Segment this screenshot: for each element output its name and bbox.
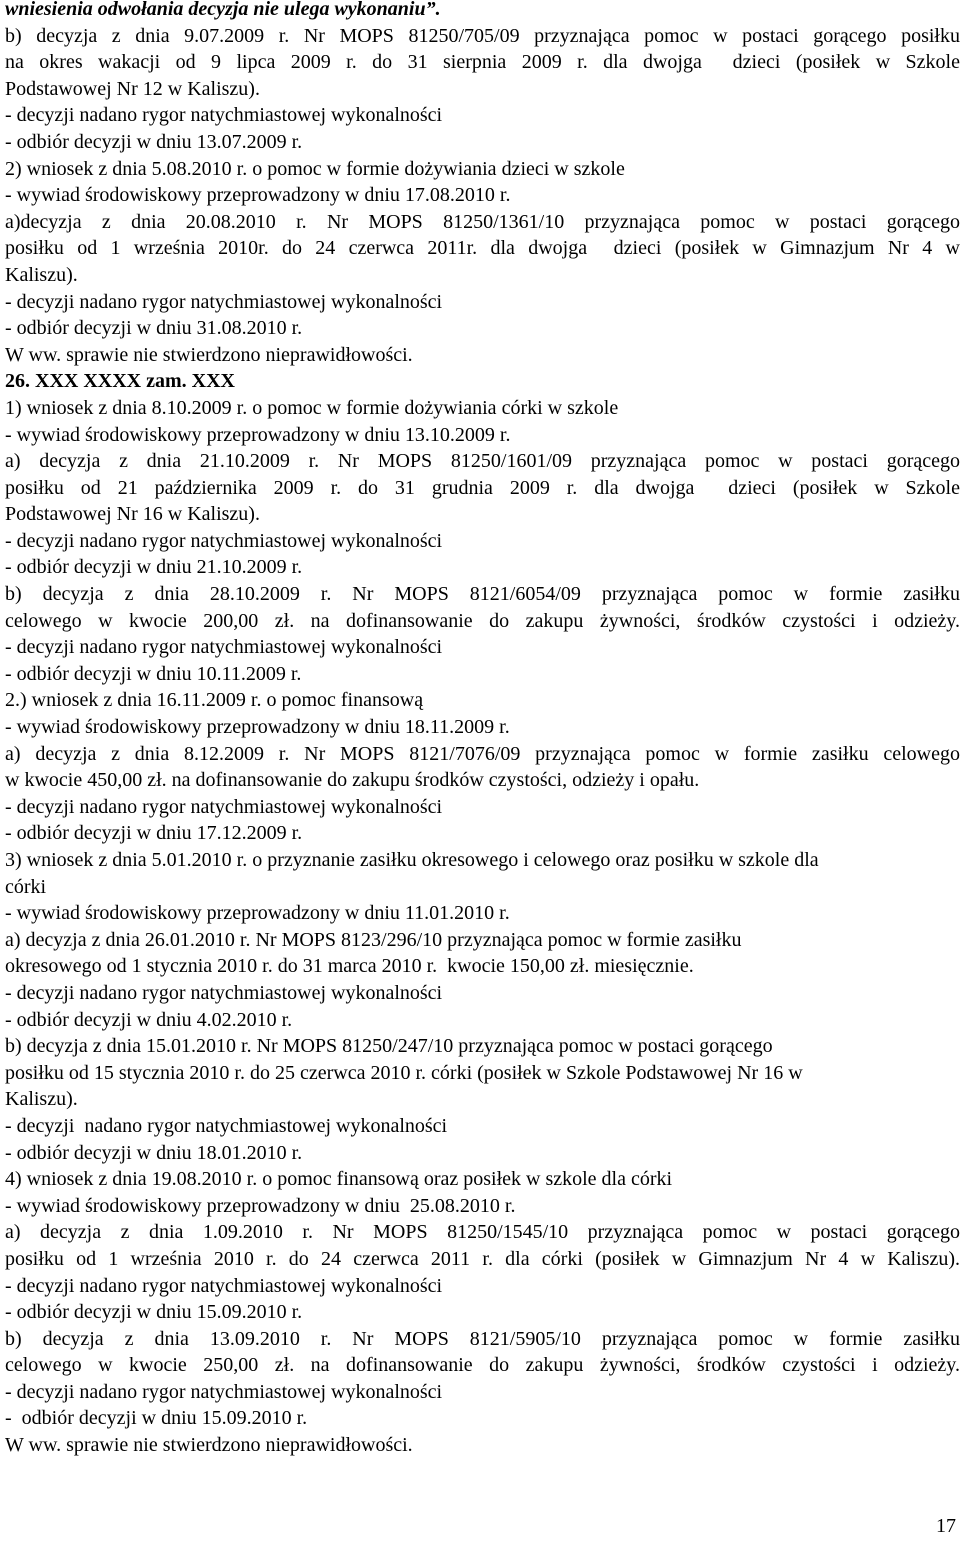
text-line: W ww. sprawie nie stwierdzono nieprawidłowości. xyxy=(5,1434,413,1457)
text-line: - decyzji nadano rygor natychmiastowej wykonalności xyxy=(5,1274,443,1297)
text-line: - odbiór decyzji w dniu 15.09.2010 r. xyxy=(5,1407,308,1430)
text-line: Kaliszu). xyxy=(5,263,78,286)
text-line: - wywiad środowiskowy przeprowadzony w dniu 25.08.2010 r. xyxy=(5,1194,516,1217)
text-line: - odbiór decyzji w dniu 17.12.2009 r. xyxy=(5,822,303,845)
text-line: okresowego od 1 stycznia 2010 r. do 31 marca 2010 r. kwocie 150,00 zł. miesięcznie. xyxy=(5,955,694,978)
text-line: - decyzji nadano rygor natychmiastowej wykonalności xyxy=(5,636,443,659)
text-line: - wywiad środowiskowy przeprowadzony w dniu 11.01.2010 r. xyxy=(5,902,510,925)
text-line: - odbiór decyzji w dniu 15.09.2010 r. xyxy=(5,1301,303,1324)
text-line: a) decyzja z dnia 26.01.2010 r. Nr MOPS 8123/296/10 przyznająca pomoc w formie zasiłku xyxy=(5,928,742,951)
text-line: b) decyzja z dnia 28.10.2009 r. Nr MOPS 8121/6054/09 przyznająca pomoc w formie zasiłku xyxy=(5,583,960,606)
page-number: 17 xyxy=(936,1515,956,1537)
text-line: 1) wniosek z dnia 8.10.2009 r. o pomoc w formie dożywiania córki w szkole xyxy=(5,396,619,419)
text-line: celowego w kwocie 200,00 zł. na dofinansowanie do zakupu żywności, środków czystości i odzieży. xyxy=(5,609,960,632)
text-line: w kwocie 450,00 zł. na dofinansowanie do zakupu środków czystości, odzieży i opału. xyxy=(5,769,700,792)
text-line: - decyzji nadano rygor natychmiastowej wykonalności xyxy=(5,104,443,127)
text-line: Podstawowej Nr 12 w Kaliszu). xyxy=(5,77,260,100)
text-line: b) decyzja z dnia 9.07.2009 r. Nr MOPS 81250/705/09 przyznająca pomoc w postaci gorącego posiłku xyxy=(5,24,960,47)
text-line: wniesienia odwołania decyzja nie ulega wykonaniu”. xyxy=(5,0,441,20)
text-line: W ww. sprawie nie stwierdzono nieprawidłowości. xyxy=(5,343,413,366)
text-line: - decyzji nadano rygor natychmiastowej wykonalności xyxy=(5,290,443,313)
text-line: 3) wniosek z dnia 5.01.2010 r. o przyznanie zasiłku okresowego i celowego oraz posiłku w szkole dla xyxy=(5,849,819,871)
text-line: - odbiór decyzji w dniu 10.11.2009 r. xyxy=(5,662,302,685)
text-line: 2.) wniosek z dnia 16.11.2009 r. o pomoc finansową xyxy=(5,689,424,712)
text-line: - decyzji nadano rygor natychmiastowej wykonalności xyxy=(5,795,443,818)
text-line: posiłku od 15 stycznia 2010 r. do 25 czerwca 2010 r. córki (posiłek w Szkole Podstawowej Nr 16 w xyxy=(5,1061,803,1084)
text-line: - wywiad środowiskowy przeprowadzony w dniu 17.08.2010 r. xyxy=(5,184,511,207)
text-line: a)decyzja z dnia 20.08.2010 r. Nr MOPS 81250/1361/10 przyznająca pomoc w postaci gorącego xyxy=(5,210,960,233)
text-line: córki xyxy=(5,875,47,898)
text-line: celowego w kwocie 250,00 zł. na dofinansowanie do zakupu żywności, środków czystości i odzieży. xyxy=(5,1354,960,1377)
text-line: a) decyzja z dnia 8.12.2009 r. Nr MOPS 8121/7076/09 przyznająca pomoc w formie zasiłku celowego xyxy=(5,742,960,765)
text-line: - decyzji nadano rygor natychmiastowej wykonalności xyxy=(5,529,443,552)
text-line: a) decyzja z dnia 21.10.2009 r. Nr MOPS 81250/1601/09 przyznająca pomoc w postaci gorącego xyxy=(5,450,960,473)
text-line: - odbiór decyzji w dniu 18.01.2010 r. xyxy=(5,1141,303,1164)
text-line: - wywiad środowiskowy przeprowadzony w dniu 18.11.2009 r. xyxy=(5,716,510,739)
text-line: - odbiór decyzji w dniu 4.02.2010 r. xyxy=(5,1008,293,1031)
text-line: - decyzji nadano rygor natychmiastowej wykonalności xyxy=(5,1114,448,1137)
text-line: - odbiór decyzji w dniu 13.07.2009 r. xyxy=(5,130,303,153)
text-line: - decyzji nadano rygor natychmiastowej wykonalności xyxy=(5,981,443,1004)
text-line: 26. XXX XXXX zam. XXX xyxy=(5,370,235,393)
text-line: b) decyzja z dnia 13.09.2010 r. Nr MOPS 8121/5905/10 przyznająca pomoc w formie zasiłku xyxy=(5,1327,960,1350)
text-line: Kaliszu). xyxy=(5,1088,78,1111)
document-body xyxy=(5,0,960,1459)
text-line: 4) wniosek z dnia 19.08.2010 r. o pomoc finansową oraz posiłek w szkole dla córki xyxy=(5,1168,673,1191)
text-line: posiłku od 21 października 2009 r. do 31 grudnia 2009 r. dla dwojga dzieci (posiłek w Szkole xyxy=(5,476,960,499)
text-line: na okres wakacji od 9 lipca 2009 r. do 31 sierpnia 2009 r. dla dwojga dzieci (posiłek w Szkole xyxy=(5,51,960,74)
text-line: posiłku od 1 września 2010 r. do 24 czerwca 2011 r. dla córki (posiłek w Gimnazjum Nr 4 w Kaliszu). xyxy=(5,1247,960,1270)
text-line: posiłku od 1 września 2010r. do 24 czerwca 2011r. dla dwojga dzieci (posiłek w Gimnazjum Nr 4 w xyxy=(5,237,960,260)
text-line: - odbiór decyzji w dniu 21.10.2009 r. xyxy=(5,556,303,579)
text-line: 2) wniosek z dnia 5.08.2010 r. o pomoc w formie dożywiania dzieci w szkole xyxy=(5,157,625,180)
text-line: - wywiad środowiskowy przeprowadzony w dniu 13.10.2009 r. xyxy=(5,423,511,446)
text-line: a) decyzja z dnia 1.09.2010 r. Nr MOPS 81250/1545/10 przyznająca pomoc w postaci gorącego xyxy=(5,1221,960,1244)
text-line: Podstawowej Nr 16 w Kaliszu). xyxy=(5,503,260,526)
text-line: - odbiór decyzji w dniu 31.08.2010 r. xyxy=(5,317,303,340)
text-line: b) decyzja z dnia 15.01.2010 r. Nr MOPS 81250/247/10 przyznająca pomoc w postaci gorącego xyxy=(5,1035,773,1058)
text-line: - decyzji nadano rygor natychmiastowej wykonalności xyxy=(5,1380,443,1403)
